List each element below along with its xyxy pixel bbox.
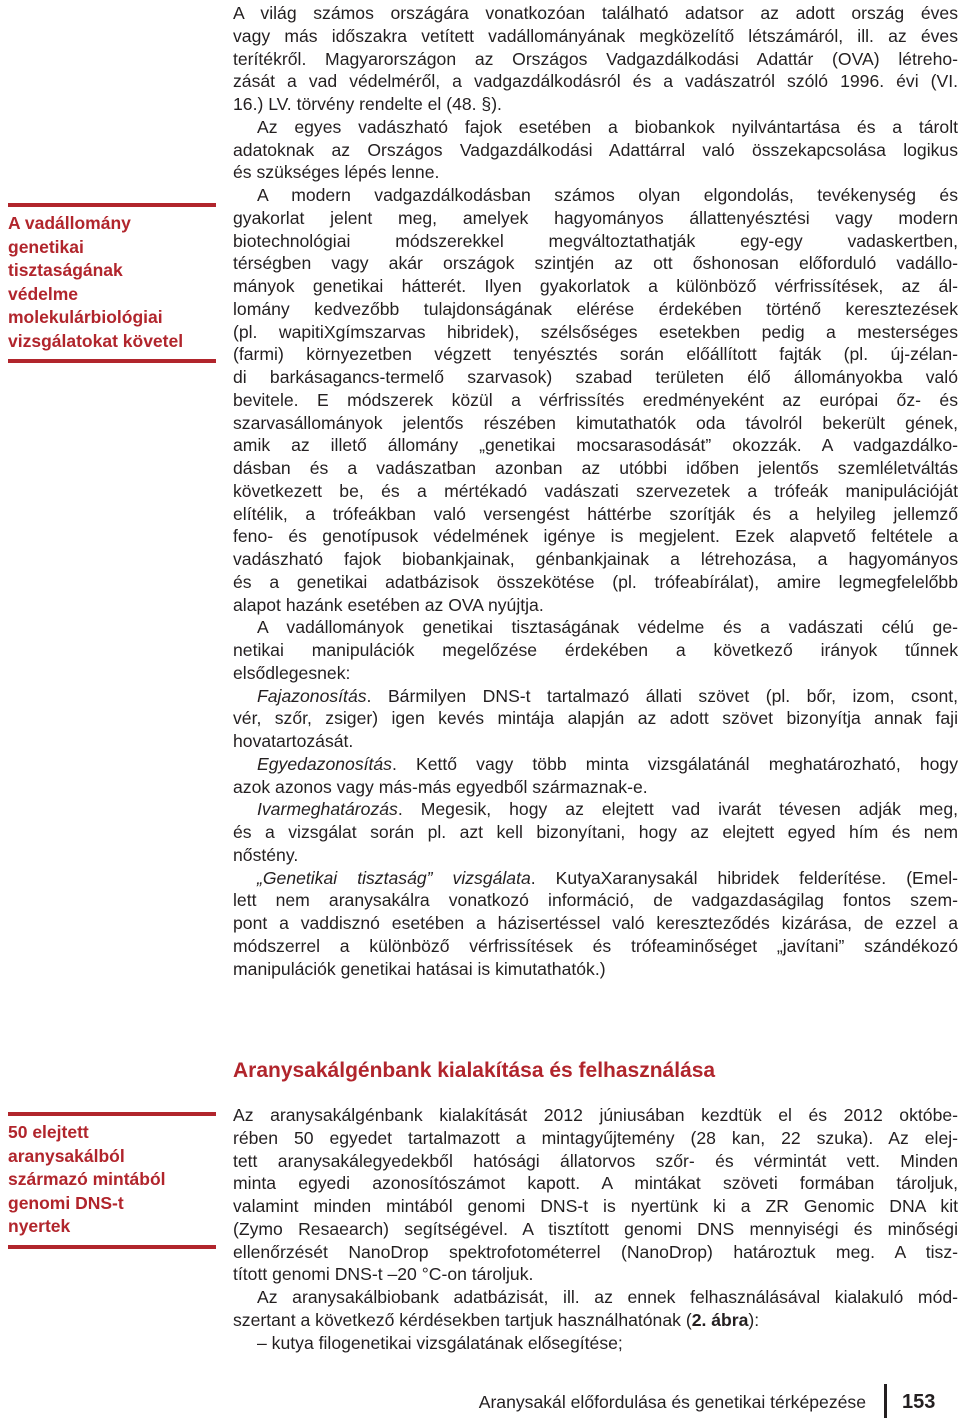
list-item-term: Ivarmeghatározás	[257, 799, 398, 820]
text-line: térségben vagy akár országok szintjén az ott őshonosan előforduló vadállo-	[233, 253, 958, 274]
sidebar-highlight-box	[8, 203, 216, 363]
text-line: következett be, és a mértékadó vadászati szervezetek a trófeák manipulációját	[233, 480, 958, 501]
text-line: zását a vad védelméről, a vadgazdálkodásról és a vadászatról szóló 1996. évi (VI.	[233, 71, 958, 92]
list-item-text: . KutyaXaranysakál hibridek felderítése. (Emel-	[530, 867, 958, 888]
list-item-line: manipulációk genetikai hatásai is kimutathatók.)	[233, 958, 606, 979]
text-line: lomány kedvezőbb tulajdonságának elérése érdekében történő keresztezések	[233, 298, 958, 319]
text-line: gyakorlat jelent meg, amelyek hagyományos állattenyésztési vagy modern	[233, 207, 958, 228]
text-line: alapot hazánk esetében az OVA nyújtja.	[233, 594, 544, 615]
list-item-term: Fajazonosítás	[257, 685, 367, 706]
sidebar-highlight-box	[8, 1112, 216, 1249]
page-footer	[0, 1390, 960, 1418]
list-item-line: pont a vaddisznó esetében a házisertéssel való kereszteződés kizárása, de ezzel a	[233, 913, 958, 933]
highlight-line: aranysakálból	[8, 1145, 125, 1166]
highlight-line: 50 elejtett	[8, 1122, 89, 1142]
highlight-line: tisztaságának	[8, 260, 123, 280]
text-line: mányok genetikai hátterét. Ilyen gyakorlatok a különböző vérfrissítések, az ál-	[233, 276, 958, 296]
text-line: bevitele. E módszerek közül a vérfrissítés eredményeként az európai őz- és	[233, 389, 958, 410]
text-line: tított genomi DNS-t –20 °C-on tároljuk.	[233, 1264, 534, 1285]
text-line: ellenőrzését NanoDrop spektrofotométerrel (NanoDrop) határoztuk meg. A tisz-	[233, 1241, 958, 1262]
list-item-term: „Genetikai tisztaság” vizsgálata	[257, 867, 531, 888]
list-item-line: lett nem aranysakálra vonatkozó információ, de vadgazdaságilag fontos szem-	[233, 890, 958, 911]
text-line: terítékről. Magyarországon az Országos Vadgazdálkodási Adattár (OVA) létreho-	[233, 48, 958, 69]
text-line: minta egyedi azonosítószámot kapott. A mintákat szöveti formában tároljuk,	[233, 1173, 958, 1194]
highlight-line: genetikai	[8, 236, 84, 257]
text-line: A világ számos országára vonatkozóan található adatsor az adott ország éves	[233, 3, 958, 23]
list-item-text: . Kettő vagy több minta vizsgálatánál meghatározható, hogy	[391, 753, 958, 774]
text-line: vadászható fajok biobankjainak, génbankjainak a létrehozása, a hagyományos	[233, 549, 958, 569]
text-line: A modern vadgazdálkodásban számos olyan elgondolás, tevékenység és	[257, 185, 958, 205]
text-line: (farmi) környezetben végzett tenyésztés során előállított fajták (pl. új-zélan-	[233, 344, 958, 365]
text-line: amik az illető állomány „genetikai mocsarasodását” okozzák. A vadgazdálko-	[233, 435, 958, 456]
body-text-upper	[233, 2, 958, 980]
list-item-line	[233, 685, 958, 708]
list-item-line: és a vizsgálat során pl. azt kell bizonyítani, hogy az elejtett egyed hím és nem	[233, 822, 958, 842]
list-item-line	[233, 753, 958, 776]
list-item-line: vér, szőr, zsiger) igen kevés mintája alapján az adott szövet bizonyítja annak faji	[233, 708, 958, 729]
highlight-line: nyertek	[8, 1216, 71, 1236]
text-line: és a genetikai adatbázisok összekötése (pl. trófeabírálat), amire legmegfelelőbb	[233, 571, 958, 592]
list-item-line	[233, 798, 958, 821]
footer-divider	[884, 1384, 887, 1418]
list-item-line: azok azonos vagy más-más egyedből származnak-e.	[233, 776, 648, 797]
highlight-line: A vadállomány	[8, 213, 131, 233]
list-item-term: Egyedazonosítás	[257, 753, 392, 774]
text-line: Az aranysakálbiobank adatbázisát, ill. az ennek felhasználásával kialakuló mód-	[257, 1287, 958, 1307]
text-line: elsődlegesnek:	[233, 662, 351, 683]
list-item-line: módszerrel a különböző vérfrissítések és trófeaminőséget „javítani” szándékozó	[233, 935, 958, 956]
text-fragment: ):	[748, 1309, 760, 1330]
text-line: feno- és genotípusok védelmének igénye is megjelent. Ezek alapvető feltétele a	[233, 526, 958, 547]
text-line: valamint minden mintából genomi DNS-t is nyertünk ki a ZR Genomic DNA kit	[233, 1196, 958, 1216]
text-line	[233, 1309, 958, 1332]
list-item-line: hovatartozását.	[233, 731, 354, 751]
text-line: netikai manipulációk megelőzése érdekében a következő irányok tűnnek	[233, 640, 958, 660]
text-line: adatoknak az Országos Vadgazdálkodási Adattárral való összekapcsolása logikus	[233, 139, 958, 160]
text-line: biotechnológiai módszerekkel megváltoztathatják egy-egy vadaskertben,	[233, 230, 958, 251]
highlight-line: származó mintából	[8, 1169, 166, 1189]
text-line: di barkásagancs-termelő szarvasok) szabad területen élő állományokba való	[233, 367, 958, 387]
text-line: és szükséges lépés lenne.	[233, 162, 440, 183]
page-number: 153	[902, 1391, 936, 1413]
text-line: A vadállományok genetikai tisztaságának védelme és a vadászati célú ge-	[257, 617, 958, 638]
text-line: elítélik, a trófeákban való versengést háttérbe szorítják és a helyileg jellemző	[233, 503, 958, 524]
text-line: vagy más időszakra vetített vadállományának megközelítő létszámáról, ill. az éves	[233, 25, 958, 46]
text-line: 16.) LV. törvény rendelte el (48. §).	[233, 94, 502, 114]
highlight-line: vizsgálatokat követel	[8, 330, 184, 351]
text-line: dásban és a vadászatban azonban az utóbbi időben jelentős szemléletváltás	[233, 458, 958, 478]
section-heading: Aranysakálgénbank kialakítása és felhasználása	[233, 1059, 716, 1082]
body-text-lower	[233, 1104, 958, 1354]
highlight-line: védelme	[8, 283, 79, 304]
text-line: (Zymo Resaearch) segítségével. A tisztított genomi DNS mennyiségi és minőségi	[233, 1218, 958, 1239]
list-item-text: . Megesik, hogy az elejtett vad ivarát tévesen adják meg,	[397, 799, 958, 820]
list-item-line	[233, 867, 958, 890]
text-line: tett aranysakálegyedekből hatósági állatorvos szőr- és vérmintát vett. Minden	[233, 1150, 958, 1171]
list-item-line: nőstény.	[233, 844, 299, 865]
text-fragment: szertant a következő kérdésekben tartjuk használhatónak (	[233, 1309, 692, 1330]
text-line: (pl. wapitiXgímszarvas hibridek), szélsőséges esetekben pedig a mesterséges	[233, 321, 958, 342]
running-title: Aranysakál előfordulása és genetikai térképezése	[478, 1392, 866, 1412]
text-line: Az aranysakálgénbank kialakítását 2012 júniusában kezdtük el és 2012 októbe-	[233, 1105, 958, 1125]
text-line: rében 50 egyedet tartalmazott a mintagyűjtemény (28 kan, 22 szuka). Az elej-	[233, 1127, 958, 1148]
text-line: szarvasállományok jelentős részében kimutathatók oda távolról bekerült gének,	[233, 412, 958, 433]
list-item-text: . Bármilyen DNS-t tartalmazó állati szövet (pl. bőr, izom, csont,	[366, 685, 958, 706]
text-line: Az egyes vadászható fajok esetében a biobankok nyilvántartása és a tárolt	[257, 116, 958, 137]
dash-list-item: – kutya filogenetikai vizsgálatának elősegítése;	[257, 1332, 623, 1353]
highlight-line: genomi DNS-t	[8, 1192, 124, 1213]
highlight-line: molekulárbiológiai	[8, 307, 163, 327]
figure-reference: 2. ábra	[691, 1309, 749, 1330]
